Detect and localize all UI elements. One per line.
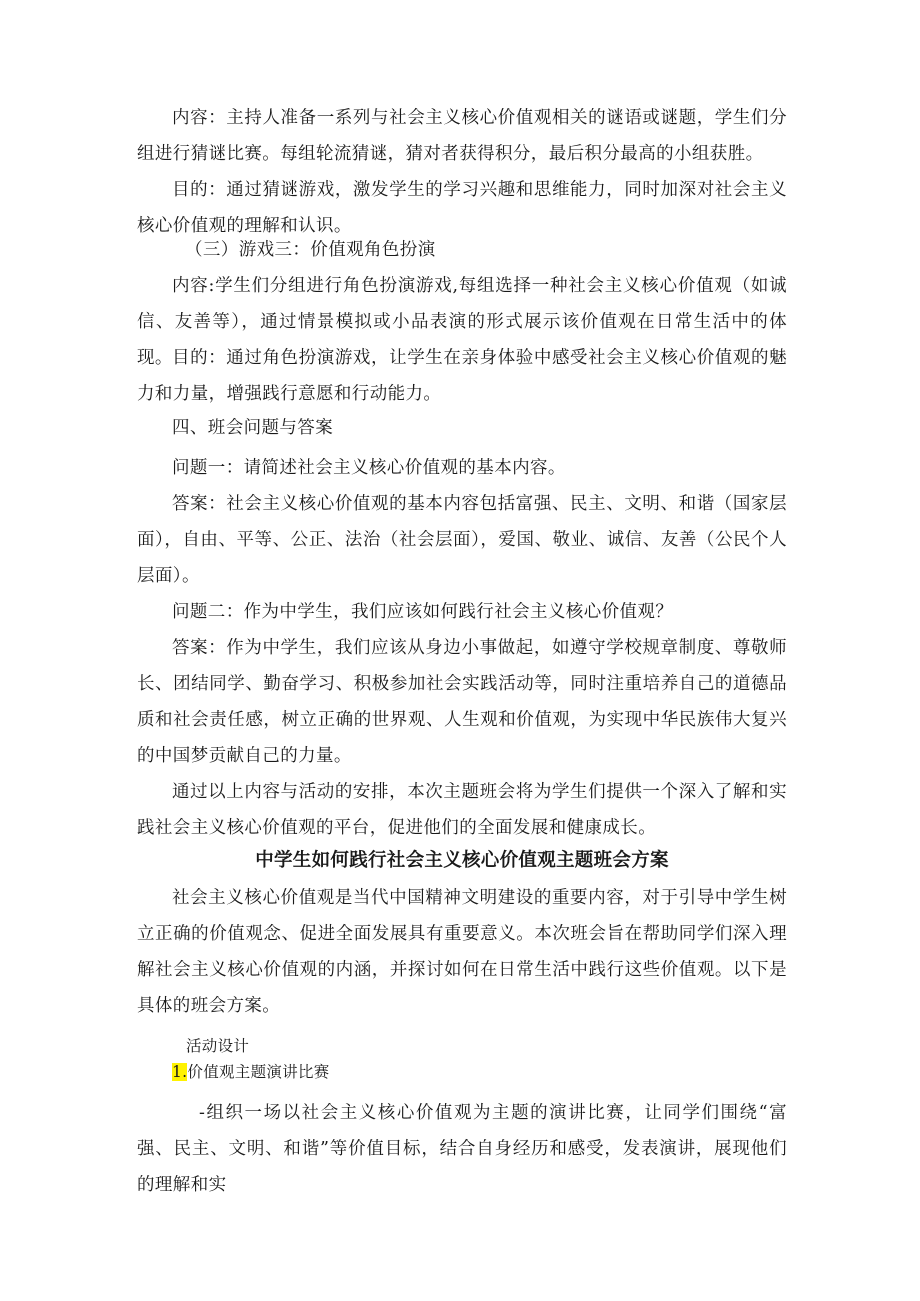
paragraph-speech-description: -组织一场以社会主义核心价值观为主题的演讲比赛，让同学们围绕“富强、民主、文明、和谐”等价值目标，结合自身经历和感受，发表演讲，展现他们的理解和实 xyxy=(137,1103,787,1195)
list-number-highlight: 1. xyxy=(172,1063,188,1081)
paragraph-roleplay-purpose: 目的：通过角色扮演游戏，让学生在亲身体验中感受社会主义核心价值观的魅力和力量，增强践行意愿和行动能力。 xyxy=(137,348,787,404)
paragraph-answer-two: 答案：作为中学生，我们应该从身边小事做起，如遵守学校规章制度、尊敬师长、团结同学、勤奋学习、积极参加社会实践活动等，同时注重培养自己的道德品质和社会责任感，树立正确的世界观、人生观和价值观，为实现中华民族伟大复兴的中国梦贡献自己的力量。 xyxy=(137,638,787,766)
section-heading-game-three: （三）游戏三：价值观角色扮演 xyxy=(185,240,436,260)
activity-heading: 活动设计 xyxy=(186,1037,250,1055)
list-item-title: 价值观主题演讲比赛 xyxy=(187,1063,330,1081)
paragraph-roleplay-content: 内容:学生们分组进行角色扮演游戏,每组选择一种社会主义核心价值观（如诚信、友善等），通过情景模拟或小品表演的形式展示该价值观在日常生活中的体现。 xyxy=(137,276,787,368)
paragraph-question-two: 问题二：作为中学生，我们应该如何践行社会主义核心价值观？ xyxy=(172,602,674,622)
document-title: 中学生如何践行社会主义核心价值观主题班会方案 xyxy=(255,850,669,871)
section-heading-questions: 四、班会问题与答案 xyxy=(172,418,334,438)
paragraph-question-one: 问题一：请简述社会主义核心价值观的基本内容。 xyxy=(172,458,566,478)
paragraph-introduction: 社会主义核心价值观是当代中国精神文明建设的重要内容，对于引导中学生树立正确的价值观念、促进全面发展具有重要意义。本次班会旨在帮助同学们深入理解社会主义核心价值观的内涵，并探讨如何在日常生活中践行这些价值观。以下是具体的班会方案。 xyxy=(137,888,787,1016)
paragraph-guessing-purpose: 目的：通过猜谜游戏，激发学生的学习兴趣和思维能力，同时加深对社会主义核心价值观的理解和认识。 xyxy=(137,180,787,236)
list-item-speech-contest xyxy=(172,1058,330,1086)
paragraph-guessing-content: 内容：主持人准备一系列与社会主义核心价值观相关的谜语或谜题，学生们分组进行猜谜比赛。每组轮流猜谜，猜对者获得积分，最后积分最高的小组获胜。 xyxy=(137,108,787,164)
paragraph-answer-one: 答案：社会主义核心价值观的基本内容包括富强、民主、文明、和谐（国家层面），自由、平等、公正、法治（社会层面），爱国、敬业、诚信、友善（公民个人层面）。 xyxy=(137,494,787,586)
paragraph-conclusion: 通过以上内容与活动的安排，本次主题班会将为学生们提供一个深入了解和实践社会主义核心价值观的平台，促进他们的全面发展和健康成长。 xyxy=(137,782,787,838)
